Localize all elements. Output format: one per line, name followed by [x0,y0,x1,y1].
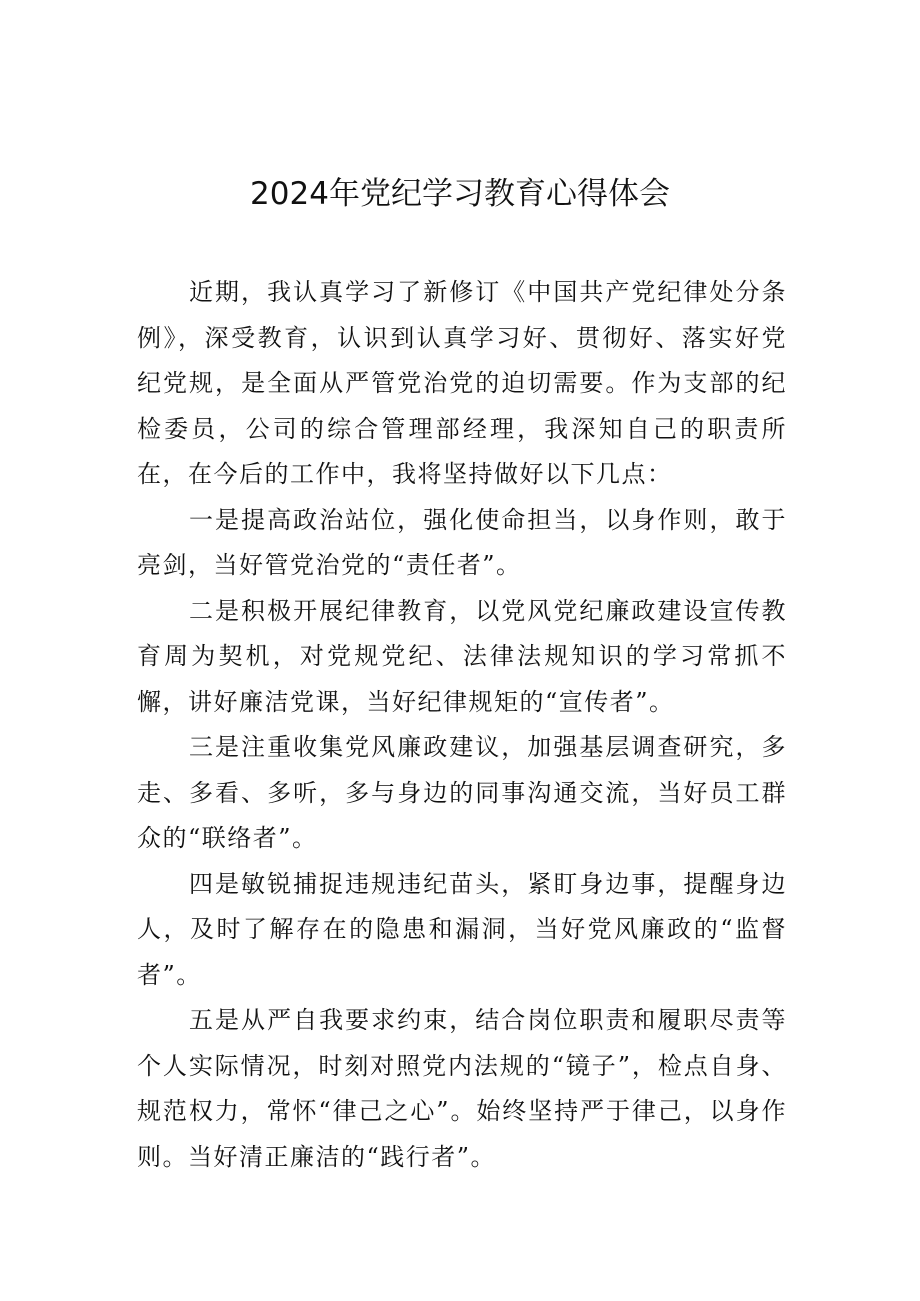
paragraph-point-4: 四是敏锐捕捉违规违纪苗头，紧盯身边事，提醒身边人，及时了解存在的隐患和漏洞，当好党风廉政的“监督者”。 [137,869,787,989]
paragraph-point-2: 二是积极开展纪律教育，以党风党纪廉政建设宣传教育周为契机，对党规党纪、法律法规知识的学习常抓不懈，讲好廉洁党课，当好纪律规矩的“宣传者”。 [137,596,787,716]
paragraph-point-3: 三是注重收集党风廉政建议，加强基层调查研究，多走、多看、多听，多与身边的同事沟通交流，当好员工群众的“联络者”。 [137,733,787,852]
paragraph-point-5: 五是从严自我要求约束，结合岗位职责和履职尽责等个人实际情况，时刻对照党内法规的“镜子”，检点自身、规范权力，常怀“律己之心”。始终坚持严于律己，以身作则。当好清正廉洁的“践行者”。 [137,1006,787,1171]
document-body [137,270,787,1180]
paragraph-intro: 近期，我认真学习了新修订《中国共产党纪律处分条例》，深受教育，认识到认真学习好、贯彻好、落实好党纪党规，是全面从严管党治党的迫切需要。作为支部的纪检委员，公司的综合管理部经理，我深知自己的职责所在，在今后的工作中，我将坚持做好以下几点： [137,278,787,488]
document-title: 2024年党纪学习教育心得体会 [250,176,670,212]
paragraph-point-1: 一是提高政治站位，强化使命担当，以身作则，敢于亮剑，当好管党治党的“责任者”。 [137,505,787,579]
